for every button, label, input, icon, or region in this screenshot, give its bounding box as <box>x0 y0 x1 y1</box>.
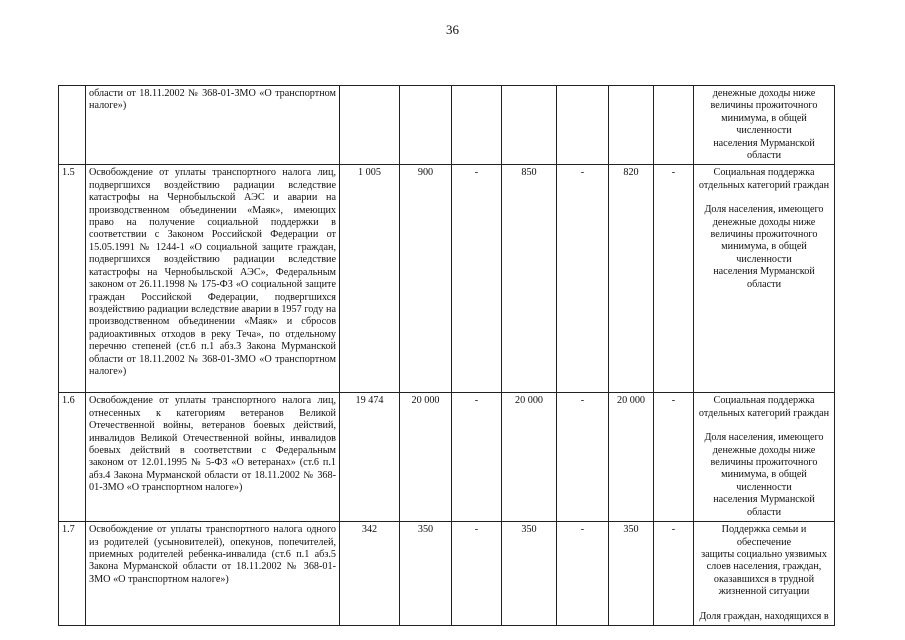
value-cell <box>400 86 452 165</box>
target-text: Социальная поддержка отдельных категорий граждан <box>698 395 830 419</box>
value-cell: 20 000 <box>609 393 654 522</box>
value-cell: 850 <box>502 165 557 393</box>
target-text: Поддержка семьи и обеспечение защиты социально уязвимых слоев населения, граждан, оказавшихся в трудной жизненной ситуации <box>701 524 827 598</box>
value-cell: - <box>452 522 502 626</box>
value-cell: 900 <box>400 165 452 393</box>
value-cell: 350 <box>400 522 452 626</box>
page-number: 36 <box>446 22 459 37</box>
target-indicators <box>694 86 835 165</box>
value-cell: - <box>654 165 694 393</box>
row-number: 1.6 <box>59 393 86 522</box>
target-text: Доля населения, имеющего денежные доходы ниже величины прожиточного минимума, в общей численности населения Мурманской области <box>704 204 824 290</box>
row-number <box>59 86 86 165</box>
benefit-description: Освобождение от уплаты транспортного налога одного из родителей (усыновителей), опекунов, попечителей, приемных родителей ребенка-инвалида (ст.6 п.1 абз.5 Закона Мурманской области от 18.11.2002 № 368-01-ЗМО «О транспортном налоге») <box>86 522 340 626</box>
value-cell: - <box>557 165 609 393</box>
row-number: 1.7 <box>59 522 86 626</box>
value-cell <box>557 86 609 165</box>
value-cell: 350 <box>609 522 654 626</box>
value-cell: 1 005 <box>340 165 400 393</box>
value-cell: - <box>654 393 694 522</box>
value-cell: 20 000 <box>400 393 452 522</box>
value-cell: - <box>557 522 609 626</box>
target-text: денежные доходы ниже величины прожиточного минимума, в общей численности населения Мурманской области <box>710 88 818 162</box>
table-row <box>59 522 835 626</box>
target-text: Доля населения, имеющего денежные доходы ниже величины прожиточного минимума, в общей численности населения Мурманской области <box>704 432 824 518</box>
tax-benefits-table <box>58 85 835 626</box>
value-cell: 820 <box>609 165 654 393</box>
value-cell: 19 474 <box>340 393 400 522</box>
value-cell: - <box>654 522 694 626</box>
target-indicators <box>694 165 835 393</box>
value-cell <box>609 86 654 165</box>
benefit-description: Освобождение от уплаты транспортного налога лиц, отнесенных к категориям ветеранов Великой Отечественной войны, ветеранов боевых действий, инвалидов Великой Отечественной войны, инвалидов боевых действий в соответствии с Федеральным законом от 12.01.1995 № 5-ФЗ «О ветеранах» (ст.6 п.1 абз.4 Закона Мурманской области от 18.11.2002 № 368-01-ЗМО «О транспортном налоге») <box>86 393 340 522</box>
table-row <box>59 165 835 393</box>
value-cell <box>452 86 502 165</box>
table-row <box>59 86 835 165</box>
target-indicators <box>694 522 835 626</box>
value-cell: - <box>452 165 502 393</box>
value-cell: - <box>557 393 609 522</box>
value-cell <box>340 86 400 165</box>
row-number: 1.5 <box>59 165 86 393</box>
value-cell: 20 000 <box>502 393 557 522</box>
target-text: Доля граждан, находящихся в <box>699 610 829 622</box>
table-row <box>59 393 835 522</box>
target-indicators <box>694 393 835 522</box>
value-cell: 350 <box>502 522 557 626</box>
target-text: Социальная поддержка отдельных категорий граждан <box>698 167 830 191</box>
value-cell: 342 <box>340 522 400 626</box>
value-cell: - <box>452 393 502 522</box>
value-cell <box>654 86 694 165</box>
value-cell <box>502 86 557 165</box>
benefit-description: области от 18.11.2002 № 368-01-ЗМО «О транспортном налоге») <box>86 86 340 165</box>
benefit-description: Освобождение от уплаты транспортного налога лиц, подвергшихся воздействию радиации вследствие катастрофы на Чернобыльской АЭС и аварии на производственном объединении «Маяк», имеющих право на получение социальной поддержки в соответствии с Законом Российской Федерации от 15.05.1991 № 1244-1 «О социальной защите граждан, подвергшихся воздействию радиации вследствие катастрофы на Чернобыльской АЭС», Федеральным законом от 26.11.1998 № 175-ФЗ «О социальной защите граждан Российской Федерации, подвергшихся воздействию радиации вследствие аварии в 1957 году на производственном объединении «Маяк» и сбросов радиоактивных отходов в реку Теча», по отдельному перечню степеней (ст.6 п.1 абз.3 Закона Мурманской области от 18.11.2002 № 368-01-ЗМО «О транспортном налоге») <box>86 165 340 393</box>
